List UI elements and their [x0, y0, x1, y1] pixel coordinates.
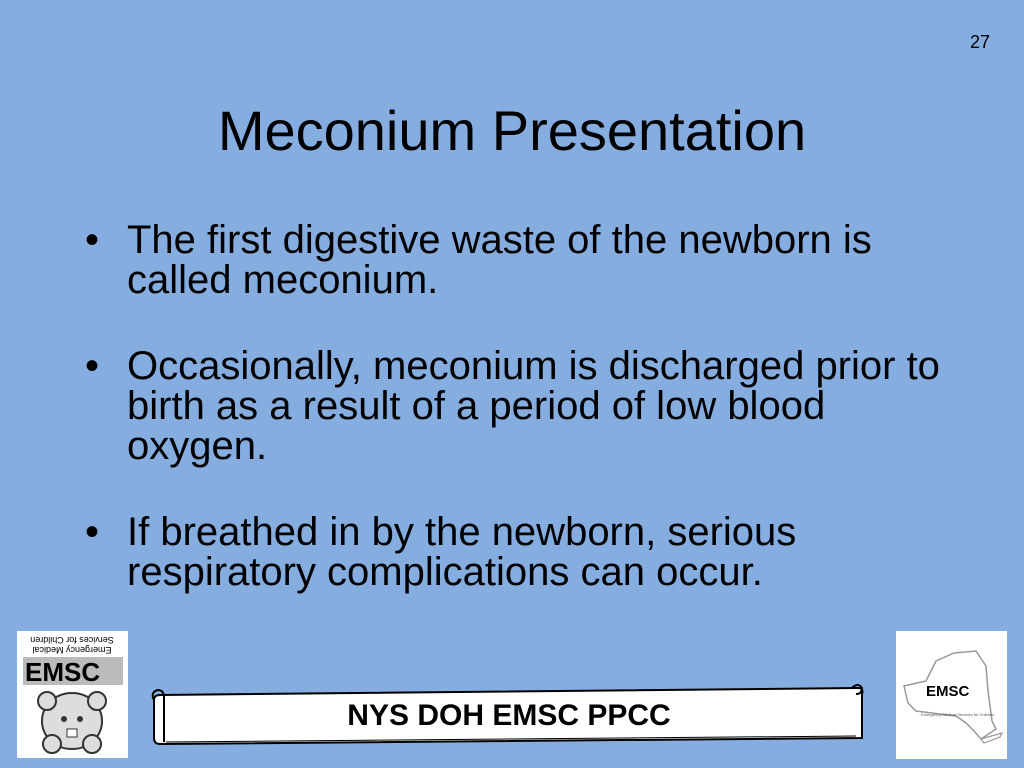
bullet-icon: •	[85, 218, 100, 262]
slide-title: Meconium Presentation	[217, 99, 807, 162]
bullet-icon: •	[85, 344, 100, 388]
footer-banner-text: NYS DOH EMSC PPCC	[347, 699, 671, 732]
bullet-list	[85, 220, 945, 638]
bullet-text: Occasionally, meconium is discharged prior to birth as a result of a period of low blood oxygen.	[127, 344, 940, 468]
bullet-text: The first digestive waste of the newborn is called meconium.	[127, 218, 872, 302]
bullet-icon: •	[85, 510, 100, 554]
emsc-teddy-bear-logo-icon	[17, 631, 128, 758]
bullet-item	[85, 346, 945, 466]
svg-text:EMSC: EMSC	[25, 657, 101, 687]
bullet-item	[85, 220, 945, 300]
slide-number: 27	[969, 32, 990, 52]
bullet-item	[85, 512, 945, 592]
right-logo-text: EMSC	[926, 683, 970, 700]
nys-emsc-logo-icon	[896, 631, 1007, 759]
svg-text:Emergency Medical Services for: Emergency Medical Services for Children	[921, 712, 995, 717]
svg-text:Emergency Medical: Emergency Medical	[32, 645, 112, 655]
svg-text:Services for Children: Services for Children	[30, 635, 114, 645]
bullet-text: If breathed in by the newborn, serious respiratory complications can occur.	[127, 510, 797, 594]
